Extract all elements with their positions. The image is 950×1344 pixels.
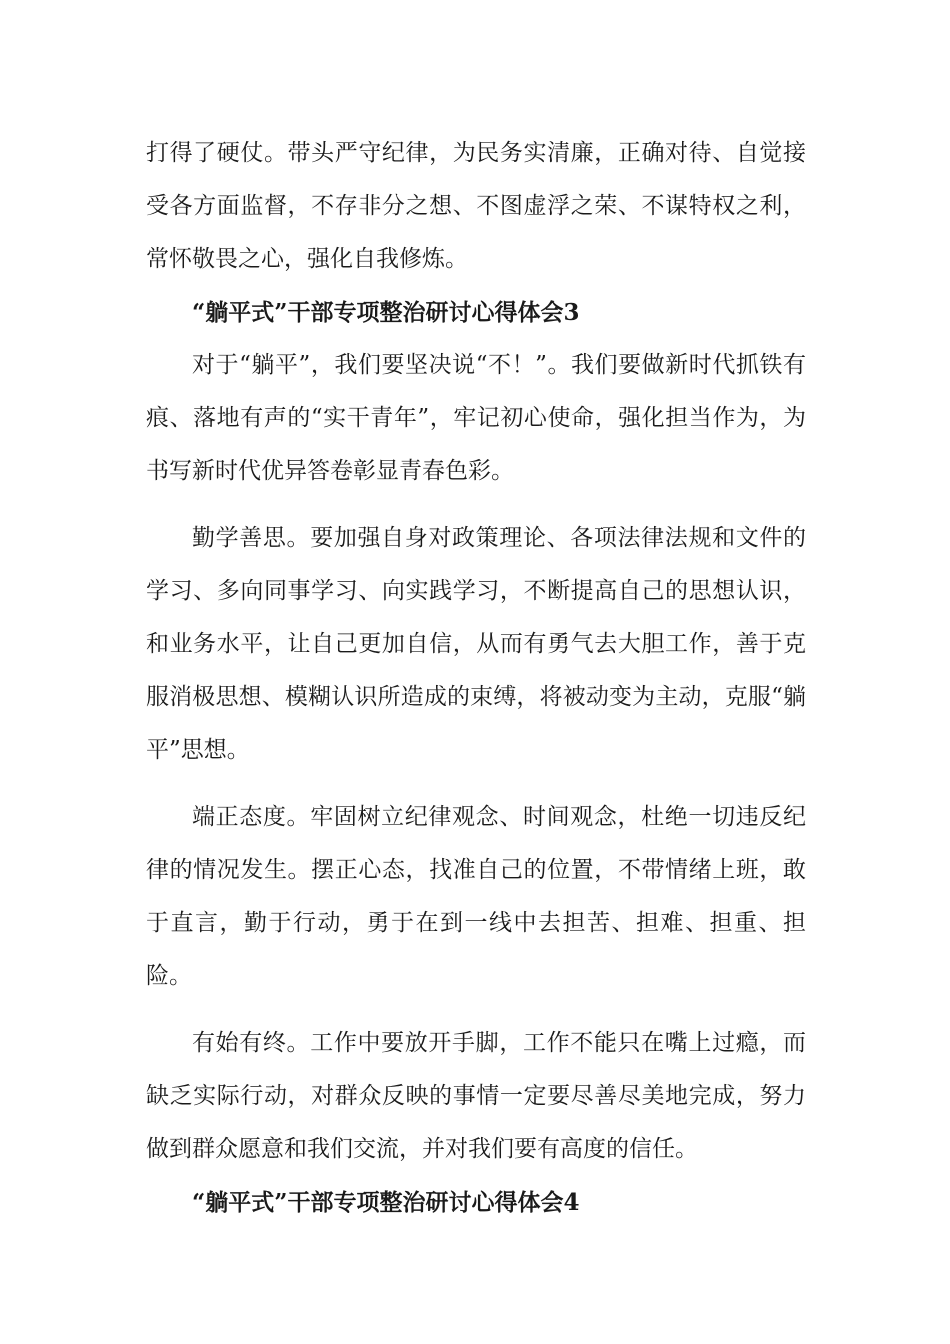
section-heading-3: “躺平式”干部专项整治研讨心得体会3 [192, 299, 580, 326]
paragraph-attitude: 端正态度。牢固树立纪律观念、时间观念，杜绝一切违反纪律的情况发生。摆正心态，找准自己的位置，不带情绪上班，敢于直言，勤于行动，勇于在到一线中去担苦、担难、担重、担险。 [146, 804, 806, 989]
paragraph-consistency: 有始有终。工作中要放开手脚，工作不能只在嘴上过瘾，而缺乏实际行动，对群众反映的事情一定要尽善尽美地完成，努力做到群众愿意和我们交流，并对我们要有高度的信任。 [146, 1030, 806, 1162]
document-page [146, 127, 806, 1229]
paragraph-study: 勤学善思。要加强自身对政策理论、各项法律法规和文件的学习、多向同事学习、向实践学习，不断提高自己的思想认识，和业务水平，让自己更加自信，从而有勇气去大胆工作，善于克服消极思想、模糊认识所造成的束缚，将被动变为主动，克服“躺平”思想。 [146, 525, 806, 763]
paragraph-continued: 打得了硬仗。带头严守纪律，为民务实清廉，正确对待、自觉接受各方面监督，不存非分之想、不图虚浮之荣、不谋特权之利，常怀敬畏之心，强化自我修炼。 [146, 140, 806, 272]
paragraph-intro: 对于“躺平”，我们要坚决说“不！”。我们要做新时代抓铁有痕、落地有声的“实干青年”，牢记初心使命，强化担当作为，为书写新时代优异答卷彰显青春色彩。 [146, 352, 806, 484]
section-heading-4: “躺平式”干部专项整治研讨心得体会4 [192, 1189, 580, 1216]
